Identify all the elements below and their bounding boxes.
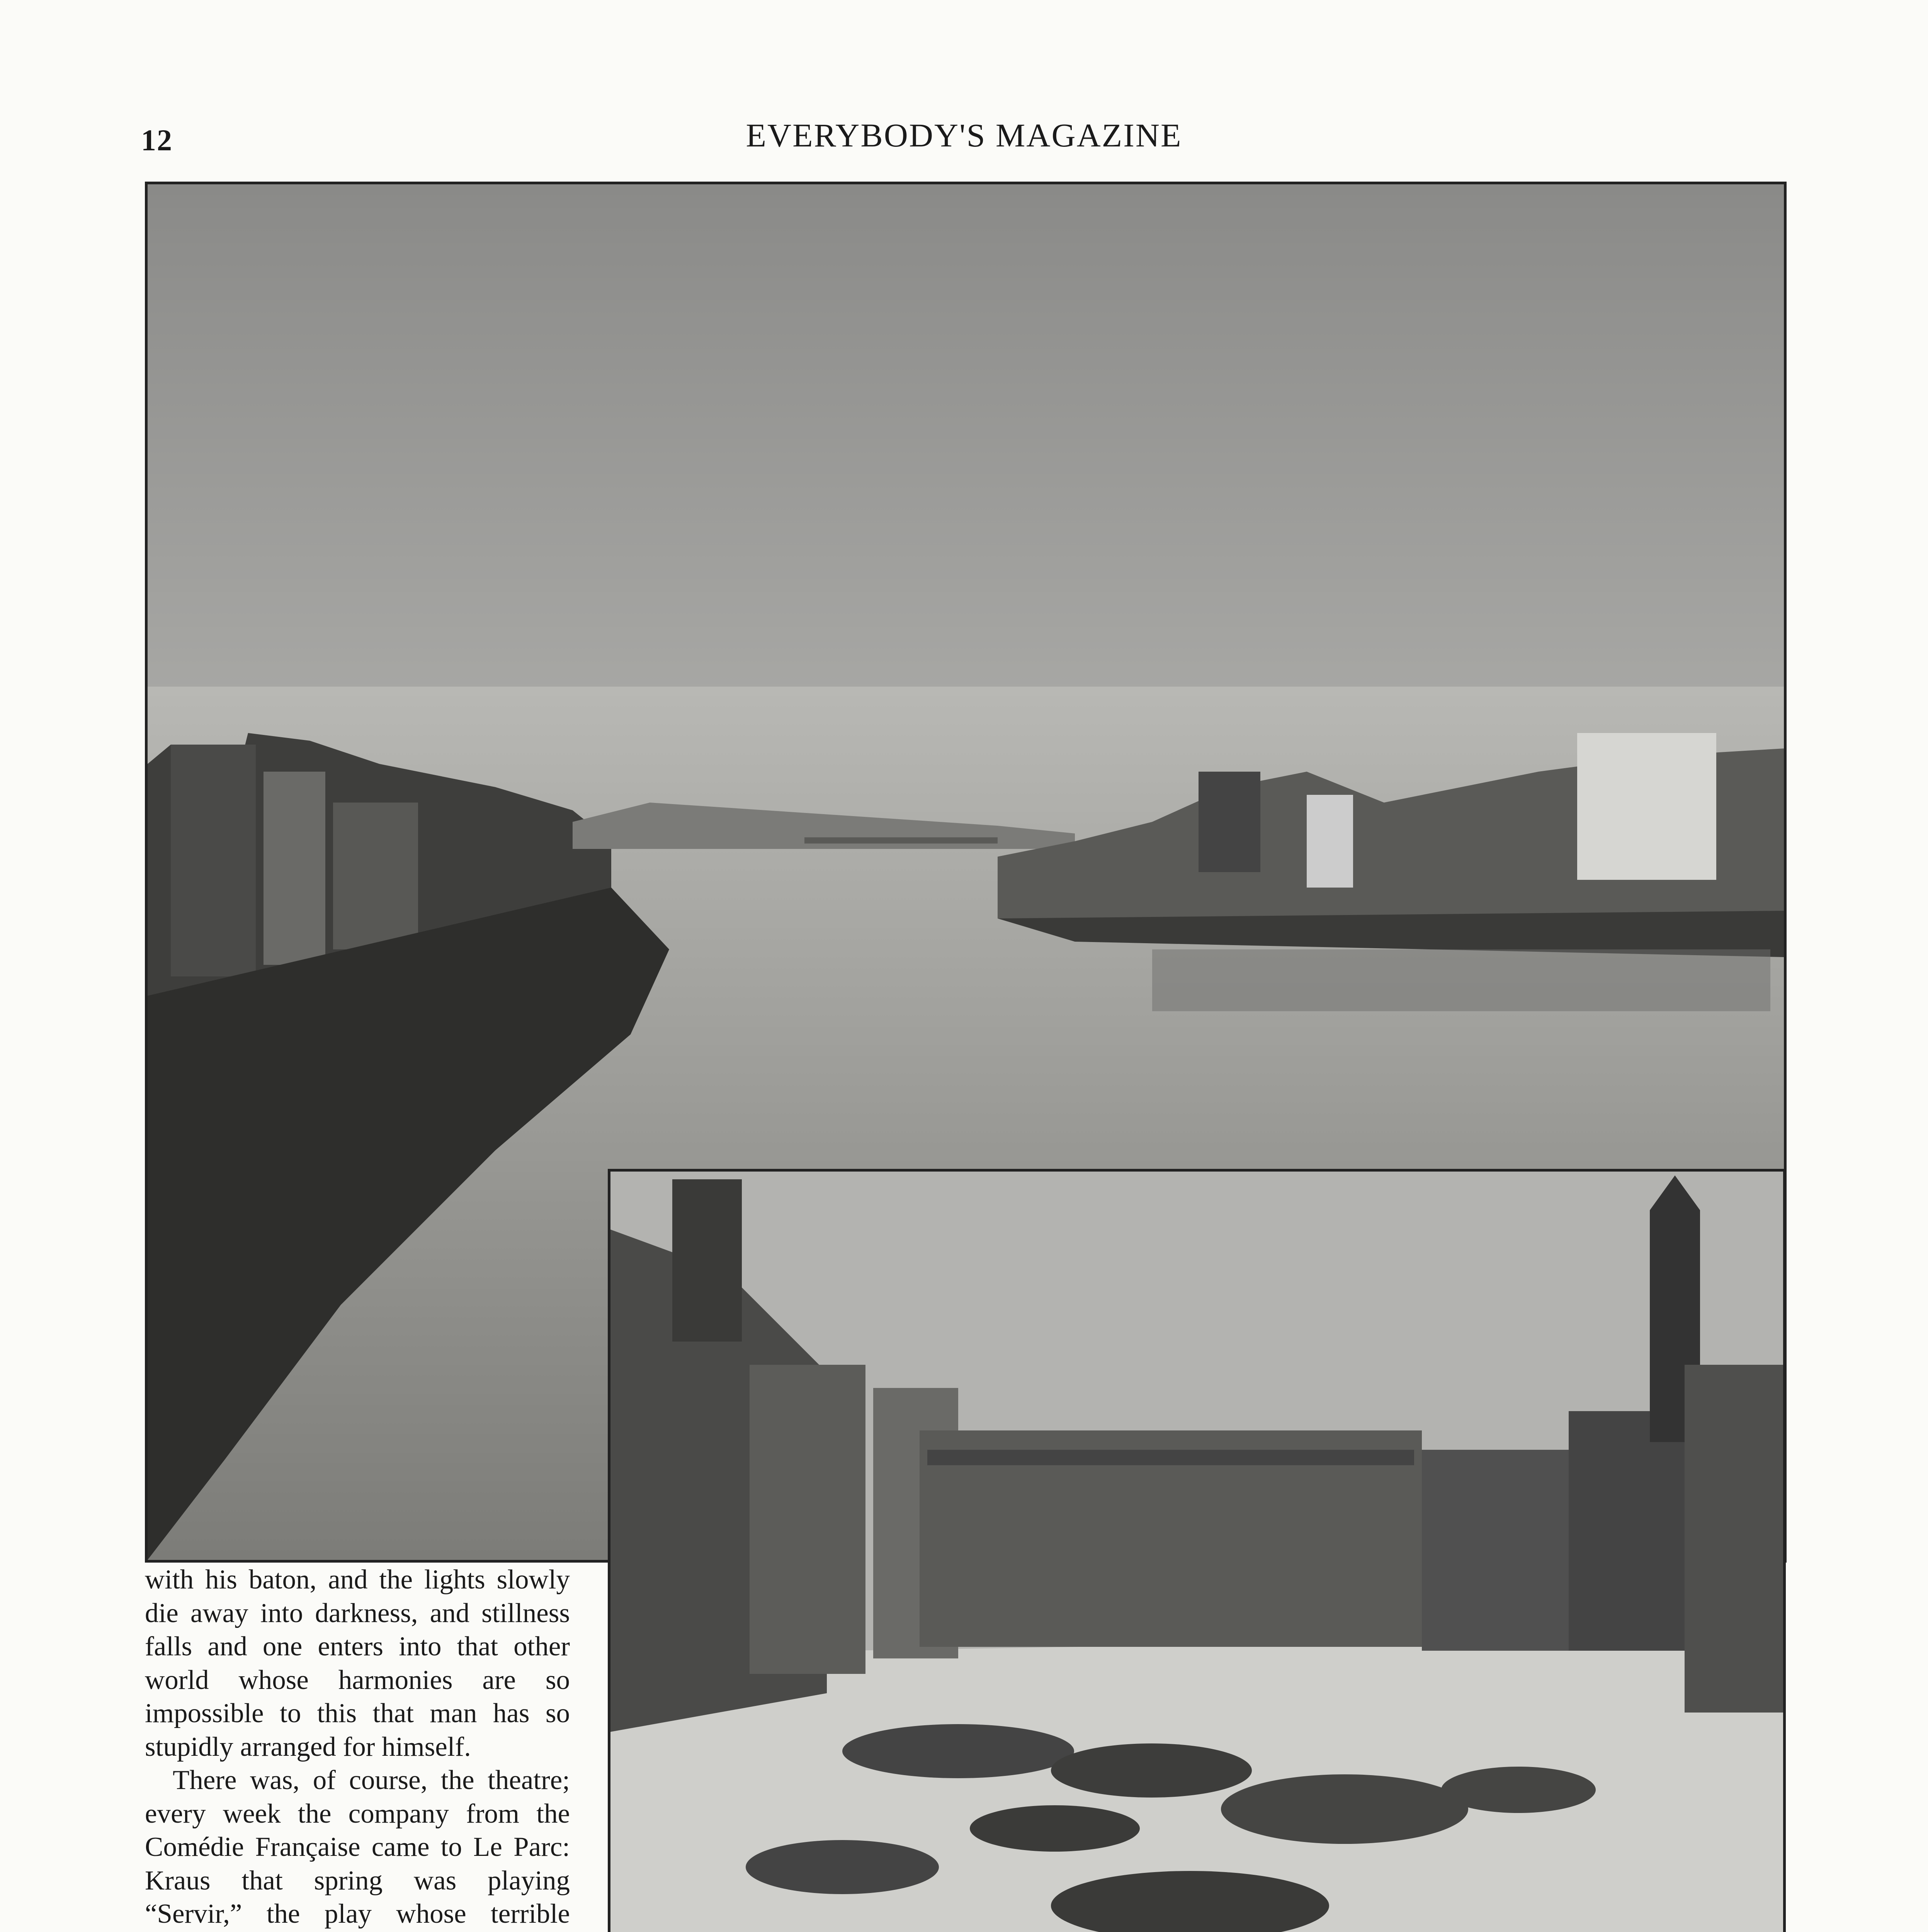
page-number: 12 (141, 123, 173, 157)
town-square-illustration (610, 1172, 1783, 1932)
running-head: EVERYBODY'S MAGAZINE (746, 117, 1182, 154)
narrow-text-column (145, 1563, 570, 1932)
paragraph: with his baton, and the lights slowly die away into darkness, and stillness falls and one enters into that other world whose harmonies are so impossible to this that man has so stupidly arranged for himself. (145, 1565, 570, 1762)
photo-grand-place-brussels (608, 1169, 1786, 1932)
paragraph: There was, of course, the theatre; every week the company from the Comédie Française came to Le Parc: Kraus that spring was playing “Servir,” the play whose terrible (145, 1765, 570, 1929)
